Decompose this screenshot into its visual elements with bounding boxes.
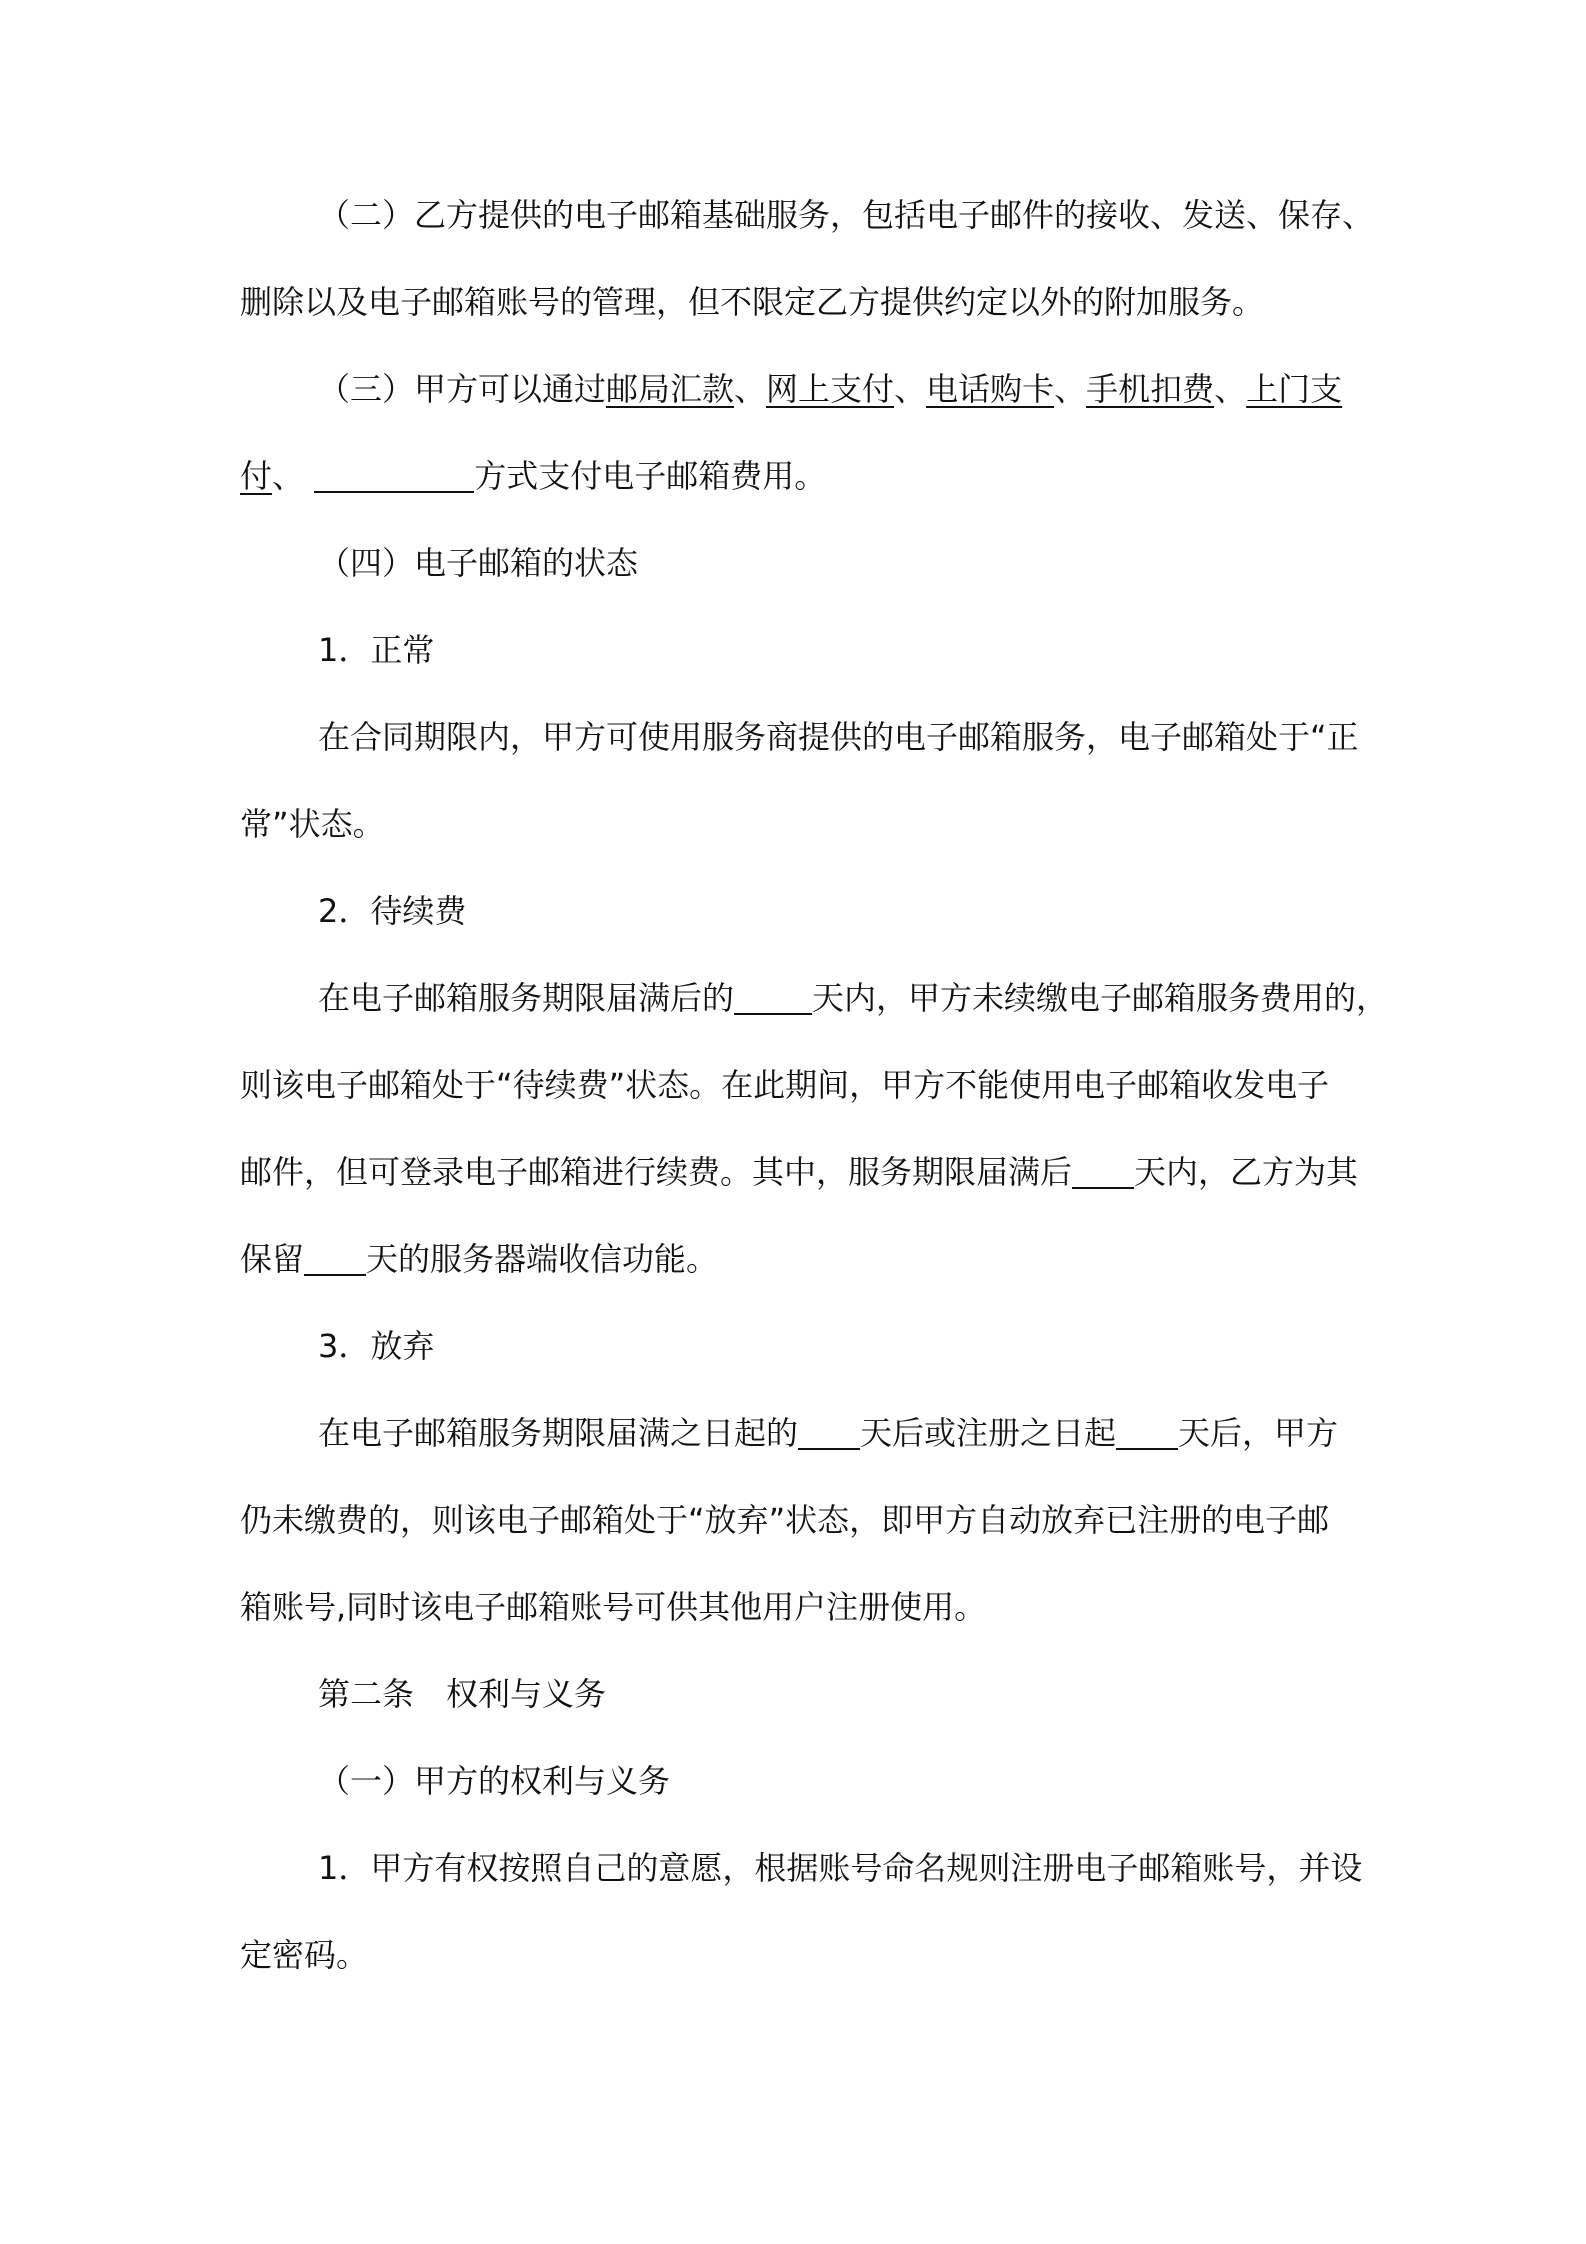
status-pending-line-2: 则该电子邮箱处于“待续费”状态。在此期间，甲方不能使用电子邮箱收发电子 (240, 1066, 1330, 1104)
separator: 、 (734, 370, 767, 408)
article-2-title: 第二条 权利与义务 (318, 1675, 607, 1713)
status-abandon-title: 3．放弃 (318, 1327, 435, 1365)
status-pending-text-c: 邮件，但可登录电子邮箱进行续费。其中，服务期限届满后 (240, 1153, 1073, 1191)
paragraph-2-line-2: 删除以及电子邮箱账号的管理，但不限定乙方提供约定以外的附加服务。 (240, 283, 1265, 321)
status-pending-text-d: 天内，乙方为其 (1134, 1153, 1359, 1191)
article-2-subsection-1-title: （一）甲方的权利与义务 (318, 1762, 671, 1800)
status-normal-line-2: 常”状态。 (240, 805, 385, 843)
blank-field-days-1 (734, 983, 812, 1015)
status-pending-line-3 (240, 1129, 1358, 1216)
blank-field-days-5 (1116, 1418, 1178, 1450)
status-abandon-text-b: 天后或注册之日起 (860, 1414, 1117, 1452)
paragraph-3-line-1 (318, 346, 1342, 433)
paragraph-3-line-2 (240, 433, 826, 520)
blank-field-payment-other (314, 461, 474, 493)
section-4-title: （四）电子邮箱的状态 (318, 544, 639, 582)
status-pending-text-a: 在电子邮箱服务期限届满后的 (318, 979, 735, 1017)
status-pending-title: 2．待续费 (318, 892, 467, 930)
status-pending-text-b: 天内，甲方未续缴电子邮箱服务费用的， (812, 979, 1389, 1017)
status-abandon-text-a: 在电子邮箱服务期限届满之日起的 (318, 1414, 799, 1452)
status-abandon-line-2: 仍未缴费的，则该电子邮箱处于“放弃”状态，即甲方自动放弃已注册的电子邮 (240, 1501, 1330, 1539)
payment-method-phone-card: 电话购卡 (926, 370, 1055, 408)
payment-method-door-to-door-part2: 付 (240, 457, 273, 495)
blank-field-days-2 (1072, 1157, 1134, 1189)
separator: 、 (272, 457, 305, 495)
payment-method-door-to-door-part1: 上门支 (1246, 370, 1343, 408)
paragraph-2-line-1: （二）乙方提供的电子邮箱基础服务，包括电子邮件的接收、发送、保存、 (318, 196, 1375, 234)
status-pending-line-1 (318, 955, 1388, 1042)
blank-field-days-3 (304, 1244, 366, 1276)
separator: 、 (894, 370, 927, 408)
status-pending-text-f: 天的服务器端收信功能。 (366, 1240, 719, 1278)
status-normal-line-1: 在合同期限内，甲方可使用服务商提供的电子邮箱服务，电子邮箱处于“正 (318, 718, 1359, 756)
status-abandon-line-3: 箱账号,同时该电子邮箱账号可供其他用户注册使用。 (240, 1588, 987, 1626)
status-normal-title: 1．正常 (318, 631, 435, 669)
paragraph-3-prefix: （三）甲方可以通过 (318, 370, 607, 408)
paragraph-3-suffix: 方式支付电子邮箱费用。 (474, 457, 827, 495)
article-2-item-1-line-2: 定密码。 (240, 1936, 369, 1974)
payment-method-online: 网上支付 (766, 370, 895, 408)
separator: 、 (1214, 370, 1247, 408)
payment-method-mobile: 手机扣费 (1086, 370, 1215, 408)
separator: 、 (1054, 370, 1087, 408)
status-abandon-text-c: 天后，甲方 (1178, 1414, 1339, 1452)
status-pending-text-e: 保留 (240, 1240, 305, 1278)
status-pending-line-4 (240, 1216, 718, 1303)
status-abandon-line-1 (318, 1390, 1338, 1477)
blank-field-days-4 (798, 1418, 860, 1450)
payment-method-post-office: 邮局汇款 (606, 370, 735, 408)
article-2-item-1-line-1: 1．甲方有权按照自己的意愿，根据账号命名规则注册电子邮箱账号，并设 (318, 1849, 1363, 1887)
